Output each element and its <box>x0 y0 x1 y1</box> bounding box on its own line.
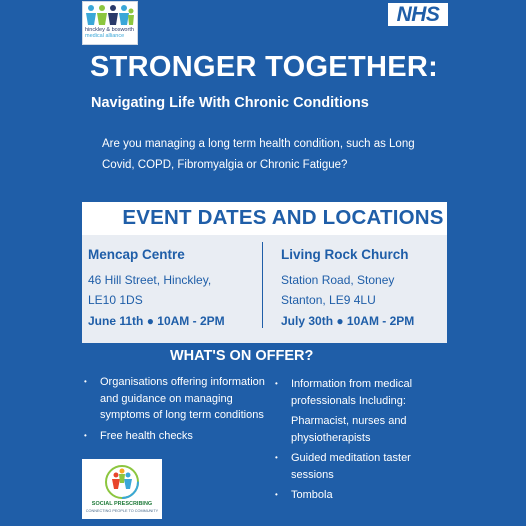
medical-alliance-logo <box>82 1 138 45</box>
address-line: 46 Hill Street, Hinckley, <box>88 273 212 287</box>
list-item <box>275 376 455 446</box>
venue-address-mencap <box>88 270 211 310</box>
intro-text: Are you managing a long term health condition, such as Long Covid, COPD, Fibromyalgia or Chronic Fatigue? <box>102 138 415 171</box>
logo-line1: hinckley & bosworth <box>85 27 134 33</box>
address-line: Station Road, Stoney <box>281 273 395 287</box>
social-prescribing-logo <box>82 459 162 519</box>
event-heading: EVENT DATES AND LOCATIONS <box>122 206 444 229</box>
people-circle-icon <box>102 463 142 501</box>
address-line: Stanton, LE9 4LU <box>281 293 376 307</box>
offer-list-left <box>84 374 269 448</box>
venue-name-living-rock: Living Rock Church <box>281 247 409 262</box>
venue-name-mencap: Mencap Centre <box>88 247 185 262</box>
venue-date-living-rock: July 30th ● 10AM - 2PM <box>281 314 415 328</box>
list-item: • Guided meditation taster sessions <box>275 450 455 483</box>
nhs-logo: NHS <box>388 3 448 26</box>
list-item-text: Information from medical professionals Including: <box>291 378 413 407</box>
venue-address-living-rock <box>281 270 394 310</box>
list-item: • Free health checks <box>84 428 269 445</box>
list-item: • Tombola <box>275 487 455 504</box>
main-title: STRONGER TOGETHER: <box>90 51 439 83</box>
venue-divider <box>262 242 263 328</box>
offer-list-right <box>275 376 455 508</box>
list-item-subtext: Pharmacist, nurses and physiotherapists <box>291 415 407 444</box>
list-item: • Organisations offering information and guidance on managing symptoms of long term conditions <box>84 374 269 424</box>
address-line: LE10 1DS <box>88 293 143 307</box>
social-prescribing-name: SOCIAL PRESCRIBING <box>91 501 153 507</box>
logo-line2: medical alliance <box>85 33 125 39</box>
people-figures-icon <box>85 4 135 26</box>
social-prescribing-tagline: CONNECTING PEOPLE TO COMMUNITY <box>85 509 159 513</box>
subtitle: Navigating Life With Chronic Conditions <box>91 95 369 111</box>
venue-date-mencap: June 11th ● 10AM - 2PM <box>88 314 225 328</box>
offer-title: WHAT'S ON OFFER? <box>170 348 314 364</box>
